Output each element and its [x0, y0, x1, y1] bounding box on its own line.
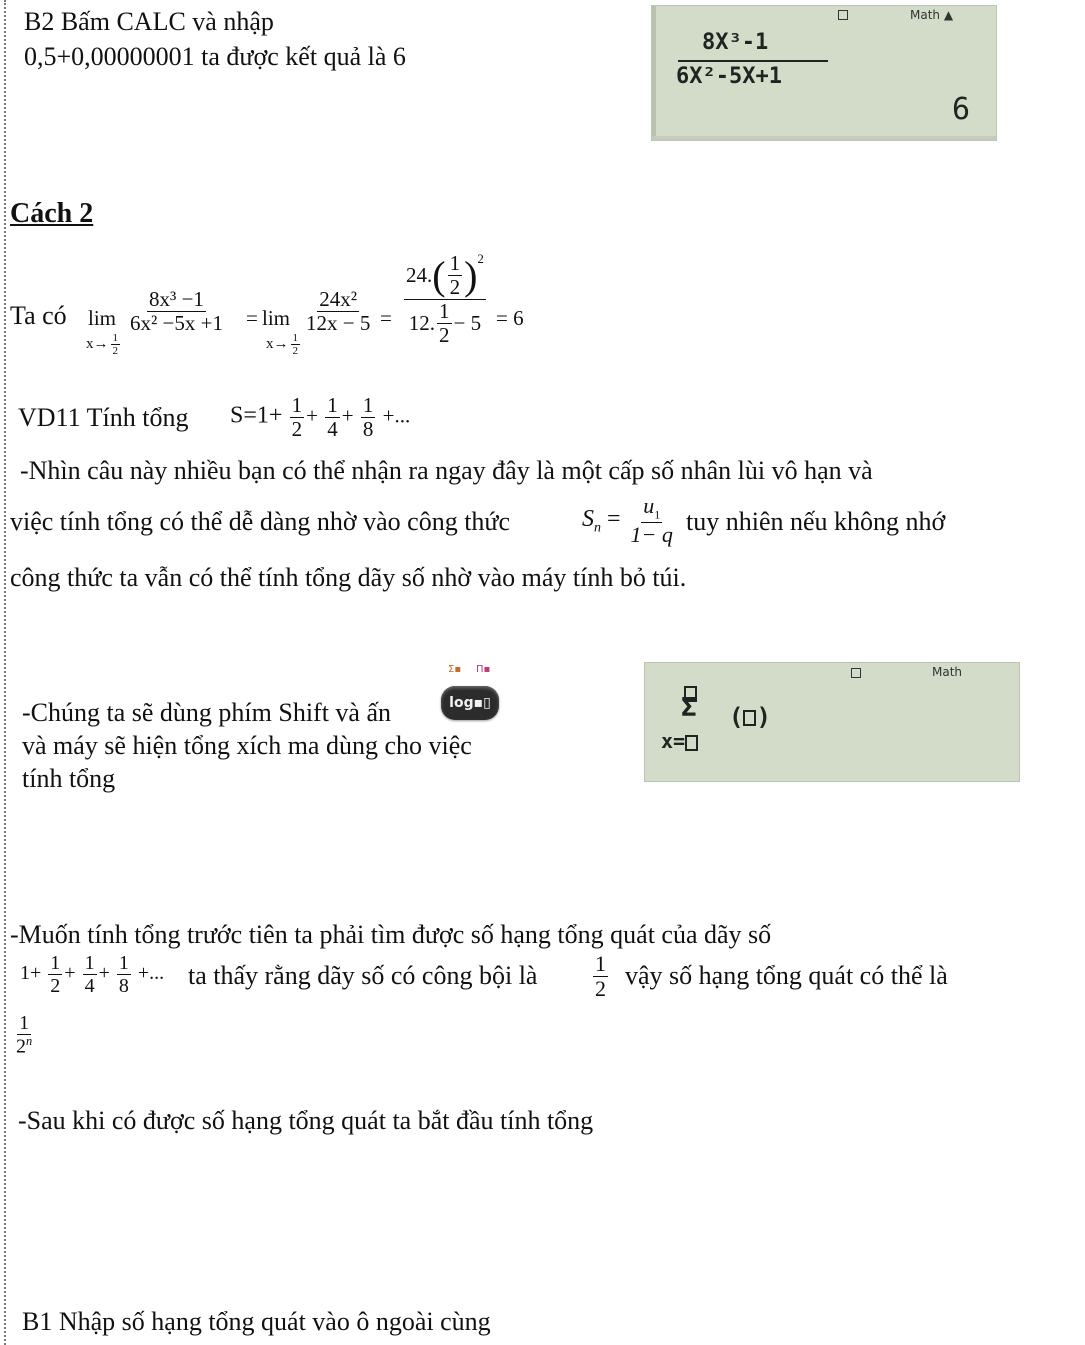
general-term: $\frac{1}{2^n}$ — [16, 1012, 33, 1058]
shift-line-3: tính tổng — [22, 764, 116, 793]
para2-series: 1+ $\frac{1}{2}$ + $\frac{1}{4}$ + $\frac{1}{8}$ +... — [20, 952, 165, 997]
para1-line-2a: việc tính tổng có thể dễ dàng nhờ vào công thức — [10, 507, 511, 536]
series-expression: S=1+ $\frac{1}{2}$ + $\frac{1}{4}$ + $\frac{1}{8}$ +... — [230, 393, 411, 442]
sigma-symbol: Σ — [681, 693, 697, 723]
sigma-lower-bound: x= — [661, 729, 698, 753]
para2-line-2b: ta thấy rằng dãy số có công bội là — [188, 961, 538, 990]
b1-line: B1 Nhập số hạng tổng quát vào ô ngoài cùng — [22, 1307, 491, 1336]
ratio-fraction: $\frac{1}{2}$ — [595, 951, 606, 1002]
fraction-2: $\frac{\text{24x²}}{12x - 5}$ — [306, 287, 371, 336]
display-box-icon — [838, 9, 848, 23]
log-key-shift-labels — [446, 662, 502, 684]
limit-result: = 6 — [496, 306, 524, 330]
log-key-icon: log▪▯ — [441, 686, 499, 720]
vd11-label: VD11 Tính tổng — [18, 403, 189, 432]
calculator-screen-2 — [644, 662, 1020, 782]
para1-line-1: -Nhìn câu này nhiều bạn có thể nhận ra ngay đây là một cấp số nhân lùi vô hạn và — [20, 456, 873, 485]
display-box-icon-2 — [851, 667, 861, 681]
heading-cach-2: Cách 2 — [10, 198, 94, 229]
lim-1-subscript: x→ $\frac{1}{2}$ — [86, 332, 118, 358]
page-edge-dotted — [4, 0, 6, 1345]
para2-line-1: -Muốn tính tổng trước tiên ta phải tìm được số hạng tổng quát của dãy số — [10, 920, 772, 949]
shift-line-2: và máy sẽ hiện tổng xích ma dùng cho việc — [22, 731, 472, 760]
calc-fraction-bar — [678, 60, 828, 62]
sigma-argument: ( ) — [729, 703, 771, 731]
para1-line-3: công thức ta vẫn có thể tính tổng dãy số nhờ vào máy tính bỏ túi. — [10, 563, 687, 592]
sigma-shift-label: Σ▪ — [448, 664, 462, 675]
b2-line-2: 0,5+0,00000001 ta được kết quả là 6 — [24, 42, 406, 71]
equals-1: = — [246, 306, 258, 330]
para1-line-2b: tuy nhiên nếu không nhớ — [686, 507, 946, 536]
calc-denominator: 6X²-5X+1 — [676, 64, 782, 89]
pi-alpha-label: Π▪ — [476, 664, 491, 675]
para2-line-2c: vậy số hạng tổng quát có thể là — [625, 961, 948, 990]
calculator-screen-1 — [651, 5, 997, 141]
lim-1: lim — [88, 306, 117, 330]
ta-co-label: Ta có — [10, 301, 67, 330]
fraction-1: $\frac{\text{8x³ −1}}{\text{6x² −5x +1}}$ — [130, 287, 223, 336]
shift-line-1: -Chúng ta sẽ dùng phím Shift và ấn — [22, 698, 392, 727]
math-indicator: Math ▲ — [910, 8, 954, 22]
b2-line-1: B2 Bấm CALC và nhập — [24, 7, 274, 36]
lim-2: lim — [262, 306, 291, 330]
lim-2-subscript: x→ $\frac{1}{2}$ — [266, 332, 298, 358]
calc-numerator: 8X³-1 — [702, 30, 769, 55]
equals-2: = — [380, 306, 392, 330]
calc-result: 6 — [952, 92, 971, 127]
fraction-3: 24. ( $\frac{1}{2}$ ) $^2$ 12. $\frac{1}{2}$ − 5 — [406, 251, 484, 348]
math-indicator-2: Math — [932, 665, 963, 679]
para3-line: -Sau khi có được số hạng tổng quát ta bắt đầu tính tổng — [18, 1106, 594, 1135]
formula-sum: $S_n$ = $\frac{u_1}{1- q}$ — [582, 493, 673, 547]
